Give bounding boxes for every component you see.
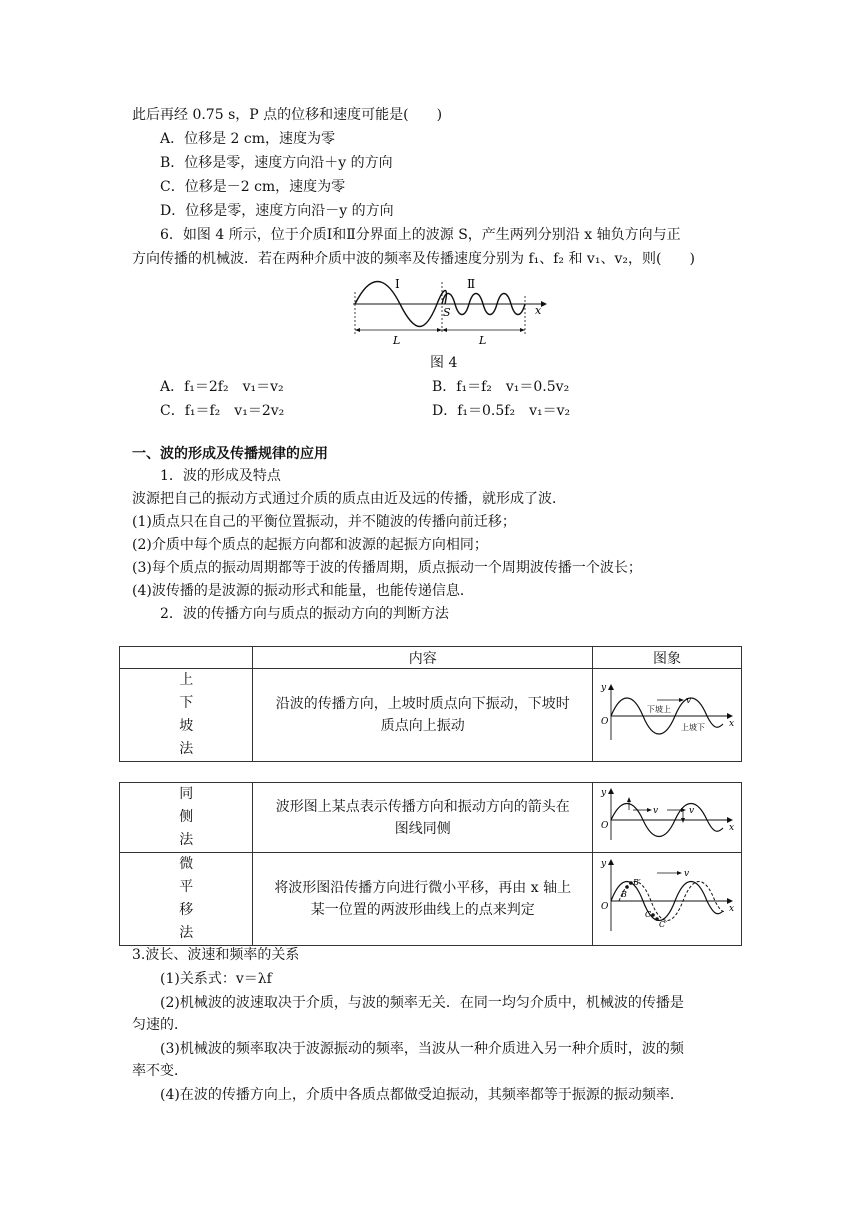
section-intro: 波源把自己的振动方式通过介质的质点由近及远的传播，就形成了波． [132, 491, 566, 507]
section3-heading: 3.波长、波速和频率的关系 [132, 947, 300, 963]
svg-text:上坡下: 上坡下 [681, 723, 705, 732]
svg-text:O: O [601, 820, 609, 831]
svg-text:v: v [653, 805, 659, 816]
q5-option-a: A．位移是 2 cm，速度为零 [160, 131, 336, 147]
svg-text:y: y [601, 859, 607, 869]
svg-text:y: y [601, 787, 607, 798]
small-shift-graph [597, 857, 737, 937]
table-row-graph-shift [593, 853, 742, 946]
svg-text:O: O [601, 902, 609, 912]
same-side-graph [597, 786, 737, 846]
section-heading: 一、波的形成及传播规律的应用 [132, 446, 328, 462]
figure-4-caption: 图 4 [430, 355, 458, 371]
q5-option-d: D．位移是零，速度方向沿－y 的方向 [160, 203, 394, 219]
svg-text:x: x [729, 719, 735, 729]
q6-stem-line1: 6．如图 4 所示，位于介质Ⅰ和Ⅱ分界面上的波源 S，产生两列分别沿 x 轴负方向与正 [160, 227, 681, 243]
q5-option-c: C．位移是－2 cm，速度为零 [160, 179, 346, 195]
section3-p2-line2: 匀速的． [132, 1017, 188, 1033]
q5-stem: 此后再经 0.75 s，P 点的位移和速度可能是( ) [132, 107, 443, 123]
svg-text:v: v [684, 869, 690, 879]
section3-p4: (4)在波的传播方向上，介质中各质点都做受迫振动，其频率都等于振源的振动频率． [160, 1087, 684, 1103]
q6-stem-line2: 方向传播的机械波．若在两种介质中波的频率及传播速度分别为 f₁、f₂ 和 v₁、v₂，则( ) [132, 251, 695, 267]
figure-label-length-right: L [479, 334, 487, 347]
section-sub-heading-2: 2．波的传播方向与质点的振动方向的判断方法 [160, 606, 449, 622]
figure-label-source: S [443, 306, 451, 319]
figure-label-medium-2: Ⅱ [467, 277, 476, 291]
method-table-part-2 [119, 782, 742, 946]
svg-text:B: B [621, 890, 627, 899]
method-table-part-1 [119, 646, 742, 762]
svg-text:y: y [601, 683, 607, 693]
svg-text:C: C [645, 910, 652, 919]
section3-p3-line1: (3)机械波的频率取决于波源振动的频率，当波从一种介质进入另一种介质时，波的频 [160, 1041, 684, 1057]
svg-text:x: x [729, 822, 735, 833]
section-point-2: (2)介质中每个质点的起振方向都和波源的起振方向相同； [132, 537, 488, 553]
figure-label-length-left: L [393, 334, 401, 347]
svg-text:B′: B′ [633, 878, 641, 887]
q6-option-d: D．f₁＝0.5f₂ v₁＝v₂ [432, 403, 571, 419]
table-row-method-uphill: 上 下 坡 法 [120, 669, 253, 762]
section3-p3-line2: 率不变． [132, 1063, 188, 1079]
svg-text:下坡上: 下坡上 [647, 705, 671, 714]
q5-option-b: B．位移是零，速度方向沿＋y 的方向 [160, 155, 393, 171]
table-header-content: 内容 [253, 647, 593, 669]
section-point-4: (4)波传播的是波源的振动形式和能量，也能传递信息． [132, 583, 474, 599]
q6-option-b: B．f₁＝f₂ v₁＝0.5v₂ [432, 379, 570, 395]
svg-text:v: v [686, 696, 692, 706]
figure-label-medium-1: Ⅰ [395, 277, 400, 291]
table-header-graph: 图象 [593, 647, 742, 669]
svg-text:v: v [689, 805, 695, 816]
section-point-3: (3)每个质点的振动周期都等于波的传播周期，质点振动一个周期波传播一个波长； [132, 560, 642, 576]
figure-4-wave-diagram [345, 272, 555, 350]
section3-p1: (1)关系式：v＝λf [160, 971, 272, 987]
table-row-content-shift: 将波形图沿传播方向进行微小平移，再由 x 轴上 某一位置的两波形曲线上的点来判定 [253, 853, 593, 946]
table-header-method [120, 647, 253, 669]
uphill-downhill-graph [597, 680, 737, 746]
section-point-1: (1)质点只在自己的平衡位置振动，并不随波的传播向前迁移； [132, 514, 516, 530]
svg-text:C′: C′ [659, 920, 667, 929]
q6-option-c: C．f₁＝f₂ v₁＝2v₂ [160, 403, 285, 419]
section-sub-heading-1: 1．波的形成及特点 [160, 468, 281, 484]
table-row-method-shift: 微 平 移 法 [120, 853, 253, 946]
table-row-method-same-side: 同 侧 法 [120, 783, 253, 853]
table-row-graph-uphill [593, 669, 742, 762]
table-row-graph-same-side [593, 783, 742, 853]
section3-p2-line1: (2)机械波的波速取决于介质，与波的频率无关．在同一均匀介质中，机械波的传播是 [160, 995, 684, 1011]
figure-label-x-axis: x [535, 304, 542, 317]
table-row-content-uphill: 沿波的传播方向，上坡时质点向下振动，下坡时 质点向上振动 [253, 669, 593, 762]
table-row-content-same-side: 波形图上某点表示传播方向和振动方向的箭头在 图线同侧 [253, 783, 593, 853]
svg-text:O: O [601, 717, 609, 727]
svg-text:x: x [729, 904, 735, 914]
q6-option-a: A．f₁＝2f₂ v₁＝v₂ [160, 379, 284, 395]
